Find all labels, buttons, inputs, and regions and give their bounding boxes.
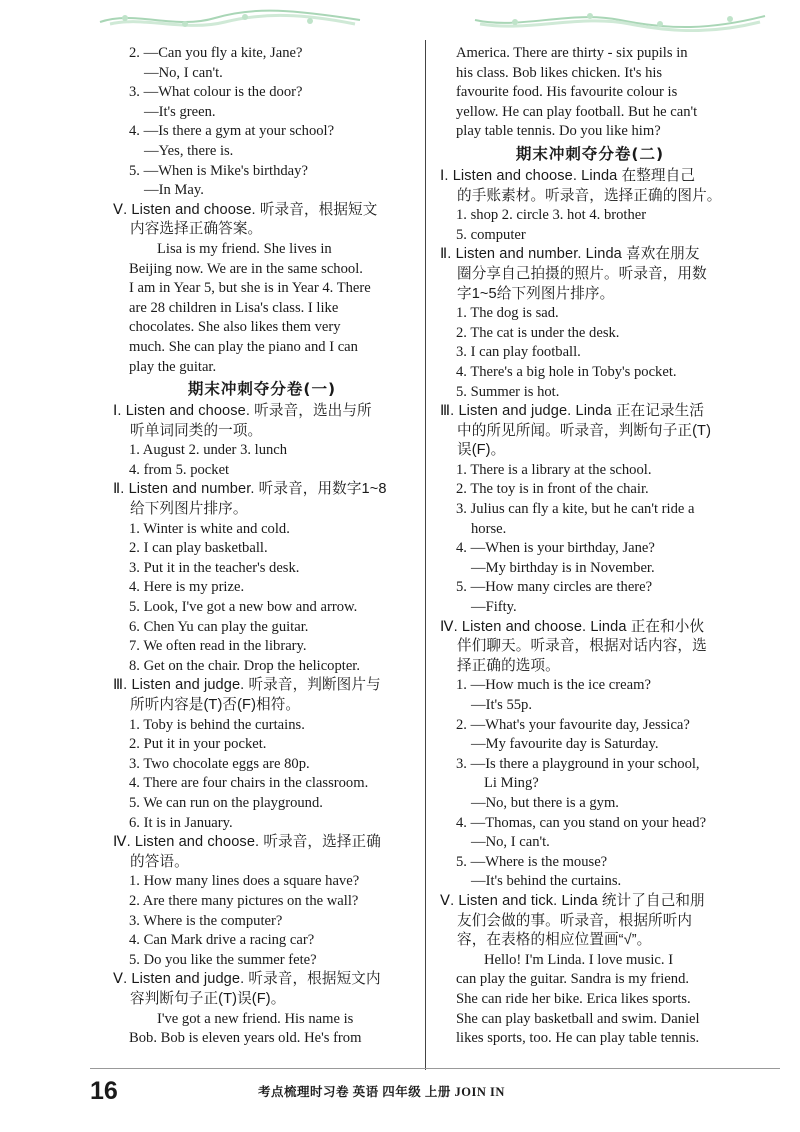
left-question-heading: Ⅴ. Listen and choose. 听录音，根据短文: [113, 201, 378, 218]
right-text-line: —It's behind the curtains.: [471, 873, 622, 890]
left-question-heading: Ⅴ. Listen and judge. 听录音，根据短文内: [113, 971, 381, 988]
right-text-line: 2. —What's your favourite day, Jessica?: [456, 716, 690, 733]
right-question-heading: 字1~5给下列图片排序。: [457, 285, 615, 302]
left-text-line: 4. from 5. pocket: [129, 461, 230, 478]
right-question-heading: Ⅱ. Listen and number. Linda 喜欢在朋友: [440, 246, 700, 263]
left-text-line: —Yes, there is.: [144, 142, 234, 159]
left-text-line: —It's green.: [144, 103, 216, 120]
column-divider: [425, 40, 426, 1070]
right-text-line: 2. The cat is under the desk.: [456, 324, 620, 341]
right-text-line: Li Ming?: [484, 775, 539, 792]
left-text-line: 1. Toby is behind the curtains.: [129, 716, 305, 733]
right-text-line: 1. The dog is sad.: [456, 305, 559, 322]
right-text-line: She can ride her bike. Erica likes sports.: [456, 990, 691, 1007]
left-text-line: 5. We can run on the playground.: [129, 794, 323, 811]
right-question-heading: 友们会做的事。听录音，根据所听内: [457, 912, 693, 929]
left-text-line: 3. Put it in the teacher's desk.: [129, 559, 300, 576]
left-text-line: 4. Can Mark drive a racing car?: [129, 932, 315, 949]
left-text-line: 4. —Is there a gym at your school?: [129, 123, 335, 140]
left-text-line: I am in Year 5, but she is in Year 4. There: [129, 280, 371, 297]
left-text-line: 7. We often read in the library.: [129, 638, 307, 655]
left-text-line: 3. Where is the computer?: [129, 912, 283, 929]
left-text-line: 8. Get on the chair. Drop the helicopter.: [129, 657, 360, 674]
left-text-line: —In May.: [144, 182, 204, 199]
left-text-line: 2. —Can you fly a kite, Jane?: [129, 45, 303, 61]
right-text-line: —My favourite day is Saturday.: [471, 736, 659, 753]
right-text-line: 3. Julius can fly a kite, but he can't ride a: [456, 501, 695, 518]
right-text-line: 1. —How much is the ice cream?: [456, 677, 651, 694]
book-info: 考点梳理时习卷 英语 四年级 上册 JOIN IN: [258, 1085, 505, 1099]
left-text-line: 2. I can play basketball.: [129, 540, 268, 557]
left-text-line: 3. Two chocolate eggs are 80p.: [129, 755, 310, 772]
left-text-line: 1. August 2. under 3. lunch: [129, 442, 288, 459]
left-question-heading: 给下列图片排序。: [130, 501, 248, 518]
left-text-line: are 28 children in Lisa's class. I like: [129, 299, 339, 316]
right-text-line: She can play basketball and swim. Daniel: [456, 1010, 700, 1027]
right-text-line: horse.: [471, 520, 507, 537]
left-text-line: 3. —What colour is the door?: [129, 84, 303, 101]
right-text-line: 3. —Is there a playground in your school,: [456, 755, 700, 772]
right-text-line: 5. Summer is hot.: [456, 383, 560, 400]
right-question-heading: 伴们聊天。听录音，根据对话内容，选: [457, 638, 707, 655]
right-question-heading: Ⅲ. Listen and judge. Linda 正在记录生活: [440, 403, 705, 420]
right-text-line: yellow. He can play football. But he can't: [456, 103, 698, 120]
header-vine-decoration-left: [95, 6, 365, 32]
right-question-heading: 误(F)。: [457, 442, 506, 459]
right-text-line: 5. —How many circles are there?: [456, 579, 653, 596]
left-text-line: 6. Chen Yu can play the guitar.: [129, 618, 309, 635]
right-column: [440, 44, 740, 1049]
right-question-heading: Ⅳ. Listen and choose. Linda 正在和小伙: [440, 618, 705, 635]
right-question-heading: 的手账素材。听录音，选择正确的图片。: [457, 187, 722, 204]
left-question-heading: Ⅱ. Listen and number. 听录音，用数字1~8: [113, 481, 387, 498]
right-text-line: —My birthday is in November.: [471, 559, 655, 576]
left-question-heading: Ⅲ. Listen and judge. 听录音，判断图片与: [113, 677, 381, 694]
right-question-heading: 中的所见所闻。听录音，判断句子正(T): [457, 422, 712, 439]
left-text-line: play the guitar.: [129, 358, 217, 375]
left-question-heading: Ⅰ. Listen and choose. 听录音，选出与所: [113, 403, 372, 420]
left-question-heading: 的答语。: [130, 853, 189, 870]
left-text-line: 2. Are there many pictures on the wall?: [129, 892, 359, 909]
left-text-line: Beijing now. We are in the same school.: [129, 260, 363, 277]
right-text-line: favourite food. His favourite colour is: [456, 84, 678, 101]
right-text-line: 4. —When is your birthday, Jane?: [456, 540, 655, 557]
right-text-line: 2. The toy is in front of the chair.: [456, 481, 649, 498]
right-text-line: play table tennis. Do you like him?: [456, 123, 661, 140]
right-text-line: 4. There's a big hole in Toby's pocket.: [456, 363, 677, 380]
footer-rule: [90, 1068, 780, 1069]
left-text-line: I've got a new friend. His name is: [157, 1010, 354, 1027]
left-text-line: 5. Do you like the summer fete?: [129, 951, 317, 968]
right-question-heading: 容，在表格的相应位置画“√”。: [457, 932, 652, 949]
left-text-line: chocolates. She also likes them very: [129, 319, 341, 336]
right-text-line: —No, I can't.: [471, 834, 550, 851]
right-text-line: —No, but there is a gym.: [471, 794, 619, 811]
right-text-line: —It's 55p.: [471, 697, 533, 713]
right-question-heading: 圈分享自己拍摄的照片。听录音，用数: [457, 265, 707, 282]
left-question-heading: 听单词同类的一项。: [130, 422, 263, 439]
right-question-heading: 择正确的选项。: [457, 657, 560, 674]
left-text-line: 5. —When is Mike's birthday?: [129, 162, 308, 179]
left-question-heading: Ⅳ. Listen and choose. 听录音，选择正确: [113, 834, 381, 851]
left-text-line: much. She can play the piano and I can: [129, 338, 358, 355]
right-section-title: 期末冲刺夺分卷(二): [515, 144, 665, 163]
right-question-heading: Ⅴ. Listen and tick. Linda 统计了自己和朋: [440, 892, 705, 909]
right-text-line: 5. computer: [456, 226, 526, 243]
right-text-line: 4. —Thomas, can you stand on your head?: [456, 814, 707, 831]
left-text-line: 5. Look, I've got a new bow and arrow.: [129, 599, 358, 616]
right-text-line: 1. shop 2. circle 3. hot 4. brother: [456, 207, 647, 224]
right-text-line: his class. Bob likes chicken. It's his: [456, 64, 663, 81]
left-text-line: 6. It is in January.: [129, 814, 233, 831]
left-text-line: 4. There are four chairs in the classroom.: [129, 775, 369, 792]
left-text-line: 1. How many lines does a square have?: [129, 873, 360, 890]
left-question-heading: 所听内容是(T)否(F)相符。: [130, 697, 301, 713]
right-text-line: 3. I can play football.: [456, 344, 581, 361]
left-text-line: Bob. Bob is eleven years old. He's from: [129, 1030, 362, 1047]
left-text-line: 4. Here is my prize.: [129, 579, 245, 596]
left-column: [113, 44, 411, 1049]
left-question-heading: 内容选择正确答案。: [130, 221, 263, 238]
left-text-line: —No, I can't.: [144, 64, 223, 81]
right-text-line: Hello! I'm Linda. I love music. I: [484, 951, 674, 968]
header-vine-decoration-right: [470, 6, 770, 32]
page-number: 16: [90, 1077, 118, 1105]
left-text-line: 1. Winter is white and cold.: [129, 520, 290, 537]
right-text-line: America. There are thirty - six pupils in: [456, 45, 688, 61]
left-question-heading: 容判断句子正(T)误(F)。: [130, 990, 286, 1007]
left-text-line: Lisa is my friend. She lives in: [157, 240, 332, 257]
right-text-line: can play the guitar. Sandra is my friend.: [456, 971, 690, 988]
right-text-line: likes sports, too. He can play table tennis.: [456, 1030, 700, 1047]
right-text-line: —Fifty.: [471, 599, 517, 616]
right-text-line: 5. —Where is the mouse?: [456, 853, 608, 870]
right-text-line: 1. There is a library at the school.: [456, 461, 652, 478]
left-text-line: 2. Put it in your pocket.: [129, 736, 267, 753]
left-section-title: 期末冲刺夺分卷(一): [187, 380, 337, 399]
right-question-heading: Ⅰ. Listen and choose. Linda 在整理自己: [440, 167, 696, 184]
